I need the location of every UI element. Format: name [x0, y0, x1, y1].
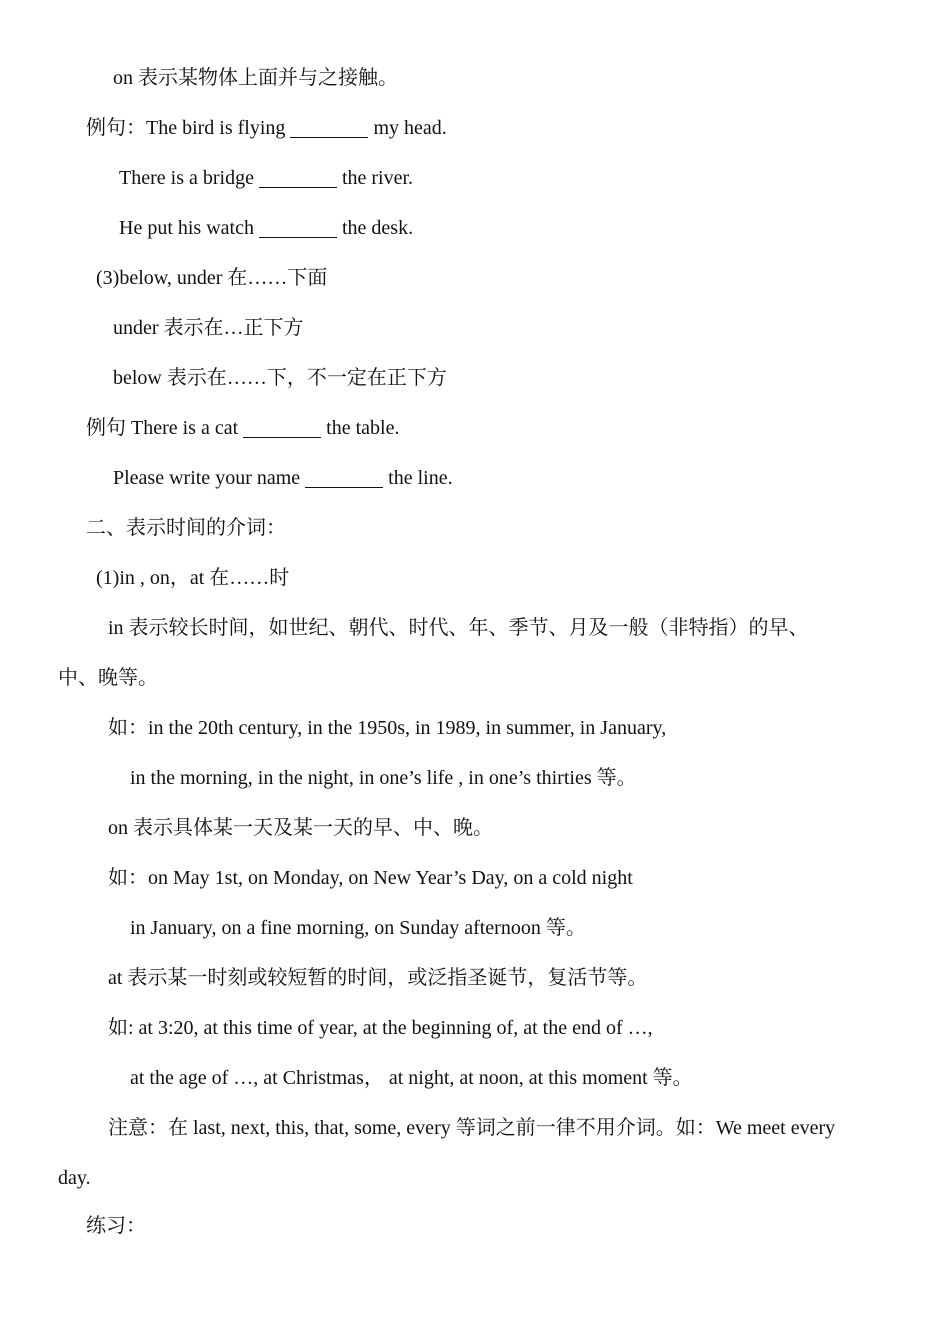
example-sentence: There is a bridge the river.	[119, 167, 414, 189]
example-sentence: He put his watch the desk.	[119, 217, 414, 239]
example-sentence: 例句：The bird is flying my head.	[86, 117, 447, 139]
example-line: 如：in the 20th century, in the 1950s, in 1989, in summer, in January,	[108, 717, 667, 739]
text-line: at 表示某一时刻或较短暂的时间，或泛指圣诞节，复活节等。	[108, 967, 648, 989]
text-line: on 表示某物体上面并与之接触。	[113, 67, 398, 89]
fill-blank	[243, 417, 321, 438]
text-line: under 表示在…正下方	[113, 317, 304, 339]
example-line: 如: at 3:20, at this time of year, at the beginning of, at the end of …,	[108, 1017, 653, 1039]
text-line: 中、晚等。	[58, 667, 158, 689]
text-line: day.	[58, 1167, 91, 1189]
fill-blank	[259, 217, 337, 238]
example-line: in the morning, in the night, in one’s life , in one’s thirties 等。	[130, 767, 637, 789]
section-item-heading: (3)below, under 在……下面	[96, 267, 328, 289]
section-item-heading: (1)in , on，at 在……时	[96, 567, 290, 589]
note-line: 注意：在 last, next, this, that, some, every 等词之前一律不用介词。如：We meet every	[108, 1117, 836, 1139]
text-line: in 表示较长时间，如世纪、朝代、时代、年、季节、月及一般（非特指）的早、	[108, 617, 809, 639]
example-sentence: 例句 There is a cat the table.	[86, 417, 400, 439]
text-line: on 表示具体某一天及某一天的早、中、晚。	[108, 817, 493, 839]
fill-blank	[290, 117, 368, 138]
section-heading: 二、表示时间的介词：	[86, 517, 286, 539]
fill-blank	[305, 467, 383, 488]
example-sentence: Please write your name the line.	[113, 467, 453, 489]
fill-blank	[259, 167, 337, 188]
example-line: in January, on a fine morning, on Sunday afternoon 等。	[130, 917, 586, 939]
example-line: 如：on May 1st, on Monday, on New Year’s Day, on a cold night	[108, 867, 633, 889]
example-line: at the age of …, at Christmas， at night, at noon, at this moment 等。	[130, 1067, 693, 1089]
exercise-heading: 练习：	[86, 1215, 146, 1237]
text-line: below 表示在……下，不一定在正下方	[113, 367, 447, 389]
